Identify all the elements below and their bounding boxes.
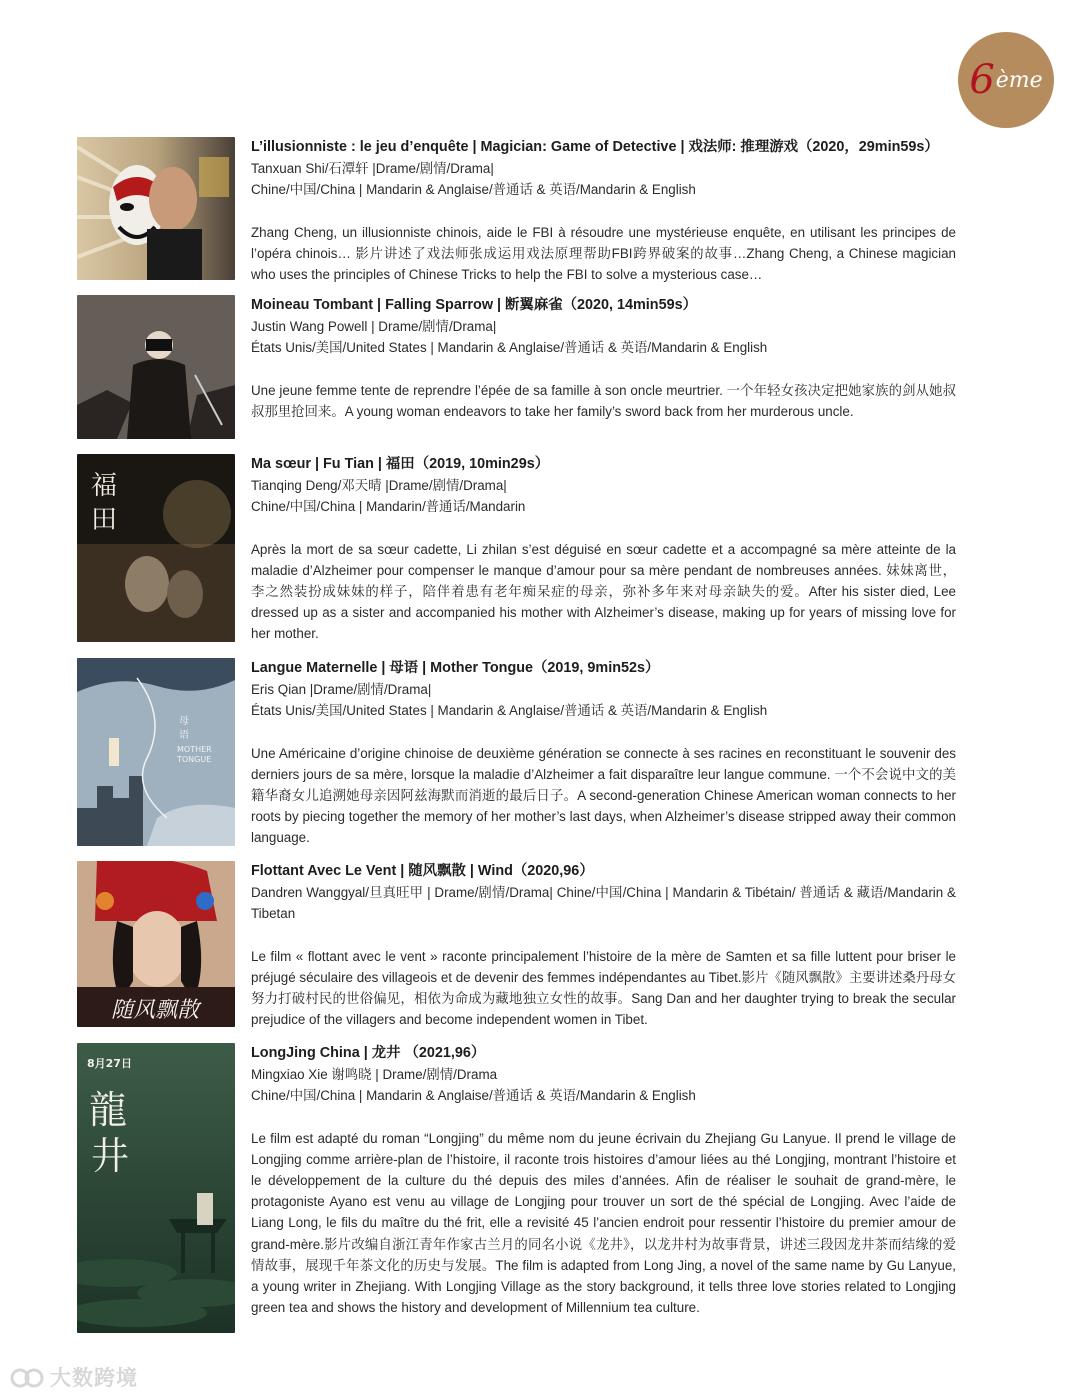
page-number-badge — [958, 32, 1054, 128]
film-poster — [77, 295, 235, 439]
film-title: Flottant Avec Le Vent | 随风飘散 | Wind（2020,96） — [251, 863, 594, 879]
film-info — [251, 454, 956, 645]
film-poster — [77, 454, 235, 642]
film-info — [251, 861, 956, 1030]
film-credits: Eris Qian |Drame/剧情/Drama| — [251, 682, 432, 698]
svg-text:随风飘散: 随风飘散 — [111, 998, 200, 1023]
film-poster — [77, 658, 235, 846]
film-title: Moineau Tombant | Falling Sparrow | 断翼麻雀（2020, 14min59s） — [251, 297, 697, 313]
film-origin: États Unis/美国/United States | Mandarin & Anglaise/普通话 & 英语/Mandarin & English — [251, 703, 768, 719]
film-description: Le film « flottant avec le vent » raconte principalement l’histoire de la mère de Samten et sa fille luttent pour briser le préjugé séculaire des villageois et de devenir des femmes indépendantes au Tibet.影片《随风飘散》主要讲述桑丹母女努力打破村民的世俗偏见，相依为命成为藏地独立女性的故事。Sang Dan and her daughter trying to break the secular prejudice of the villagers and become independent women in Tibet. — [251, 948, 956, 1028]
svg-text:MOTHER: MOTHER — [177, 745, 212, 754]
film-origin: Chine/中国/China | Mandarin & Anglaise/普通话 & 英语/Mandarin & English — [251, 182, 696, 198]
film-title: Ma sœur | Fu Tian | 福田（2019, 10min29s） — [251, 456, 550, 472]
film-origin: Chine/中国/China | Mandarin/普通话/Mandarin — [251, 499, 526, 515]
film-description: Zhang Cheng, un illusionniste chinois, aide le FBI à résoudre une mystérieuse enquête, en utilisant les principes de l’opéra chinois… 影片讲述了戏法师张成运用戏法原理帮助FBI跨界破案的故事…Zhang Cheng, a Chinese magician who uses the principles of Chinese Tricks to help the FBI to solve a mysterious case… — [251, 224, 956, 283]
svg-text:井: 井 — [91, 1134, 130, 1178]
svg-text:8月27日: 8月27日 — [87, 1057, 132, 1070]
svg-text:母: 母 — [179, 716, 189, 727]
poster-image — [77, 295, 235, 439]
film-info — [251, 295, 956, 422]
film-credits: Tanxuan Shi/石潭轩 |Drame/剧情/Drama| — [251, 161, 494, 177]
film-info — [251, 137, 956, 285]
film-credits: Tianqing Deng/邓天晴 |Drame/剧情/Drama| — [251, 478, 507, 494]
page-number: 6 — [969, 57, 995, 103]
poster-image — [77, 454, 235, 642]
film-poster — [77, 1043, 235, 1333]
poster-image — [77, 137, 235, 280]
film-poster — [77, 861, 235, 1027]
svg-text:语: 语 — [179, 730, 189, 741]
film-description: Une Américaine d’origine chinoise de deuxième génération se connecte à ses racines en reconstituant le souvenir des derniers jours de sa mère, lorsque la maladie d’Alzheimer a fait disparaître leur langue commune. 一个不会说中文的美籍华裔女儿追溯她母亲因阿兹海默而消逝的最后日子。A second-generation Chinese American woman connects to her roots by piecing together the memory of her mother’s last days, when Alzheimer’s disease stripped away their common language. — [251, 745, 956, 846]
film-description: Après la mort de sa sœur cadette, Li zhilan s’est déguisé en sœur cadette et a accompagné sa mère atteinte de la maladie d’Alzheimer pour compenser le manque d’amour pour sa mère pendant de nombreuses années. 妹妹离世，李之然装扮成妹妹的样子，陪伴着患有老年痴呆症的母亲，弥补多年来对母亲缺失的爱。After his sister died, Lee dressed up as a sister and accompanied his mother with Alzheimer’s disease, making up for years of missing love for her mother. — [251, 541, 956, 642]
page-number-suffix: ème — [995, 67, 1043, 93]
film-title: LongJing China | 龙井 （2021,96） — [251, 1045, 486, 1061]
film-title: L’illusionniste : le jeu d’enquête | Magician: Game of Detective | 戏法师: 推理游戏（2020，29min59s） — [251, 139, 939, 155]
watermark-logo-icon — [10, 1364, 44, 1390]
watermark — [10, 1362, 138, 1392]
svg-text:龍: 龍 — [89, 1088, 128, 1132]
film-title: Langue Maternelle | 母语 | Mother Tongue（2019, 9min52s） — [251, 660, 660, 676]
film-credits: Justin Wang Powell | Drame/剧情/Drama| — [251, 319, 497, 335]
film-origin: États Unis/美国/United States | Mandarin & Anglaise/普通话 & 英语/Mandarin & English — [251, 340, 768, 356]
film-origin: Chine/中国/China | Mandarin & Anglaise/普通话 & 英语/Mandarin & English — [251, 1088, 696, 1104]
watermark-text: 大数跨境 — [50, 1367, 138, 1390]
film-poster — [77, 137, 235, 280]
film-description: Le film est adapté du roman “Longjing” du même nom du jeune écrivain du Zhejiang Gu Lanyue. Il prend le village de Longjing comme arrière-plan de l’histoire, il raconte trois histoires d’amour liées au thé Longjing, montrant l’histoire et le développement de la culture du thé depuis des miles d’années. Afin de réaliser le souhait de grand-mère, le protagoniste Ayano est venu au village de Longjing pour trouver un sort de thé spécial de Longjing. Avec l’aide de Liang Long, le fils du maître du thé frit, elle a revisité 45 l’ancien endroit pour ressentir l’histoire du premier amour de grand-mère.影片改编自浙江青年作家古兰月的同名小说《龙井》，以龙井村为故事背景，讲述三段因龙井茶而结缘的爱情故事，展现千年茶文化的历史与发展。The film is adapted from Long Jing, a novel of the same name by Gu Lanyue, a young writer in Zhejiang. With Longjing Village as the story background, it tells three love stories related to Longjing green tea and shows the history and development of Millennium tea culture. — [251, 1130, 956, 1316]
film-credits: Dandren Wanggyal/旦真旺甲 | Drame/剧情/Drama| Chine/中国/China | Mandarin & Tibétain/ 普通话 & 藏语/Mandarin & Tibetan — [251, 885, 956, 922]
poster-image — [77, 1043, 235, 1333]
svg-text:田: 田 — [91, 505, 118, 535]
film-credits: Mingxiao Xie 谢鸣晓 | Drame/剧情/Drama — [251, 1067, 498, 1083]
poster-title: 福 — [91, 471, 118, 501]
film-description: Une jeune femme tente de reprendre l’épée de sa famille à son oncle meurtrier. 一个年轻女孩决定把她家族的剑从她叔叔那里抢回来。A young woman endeavors to take her family’s sword back from her murderous uncle. — [251, 382, 956, 419]
poster-image — [77, 658, 235, 846]
film-info — [251, 658, 956, 849]
film-info — [251, 1043, 956, 1318]
poster-image — [77, 861, 235, 1027]
svg-text:TONGUE: TONGUE — [177, 755, 212, 764]
